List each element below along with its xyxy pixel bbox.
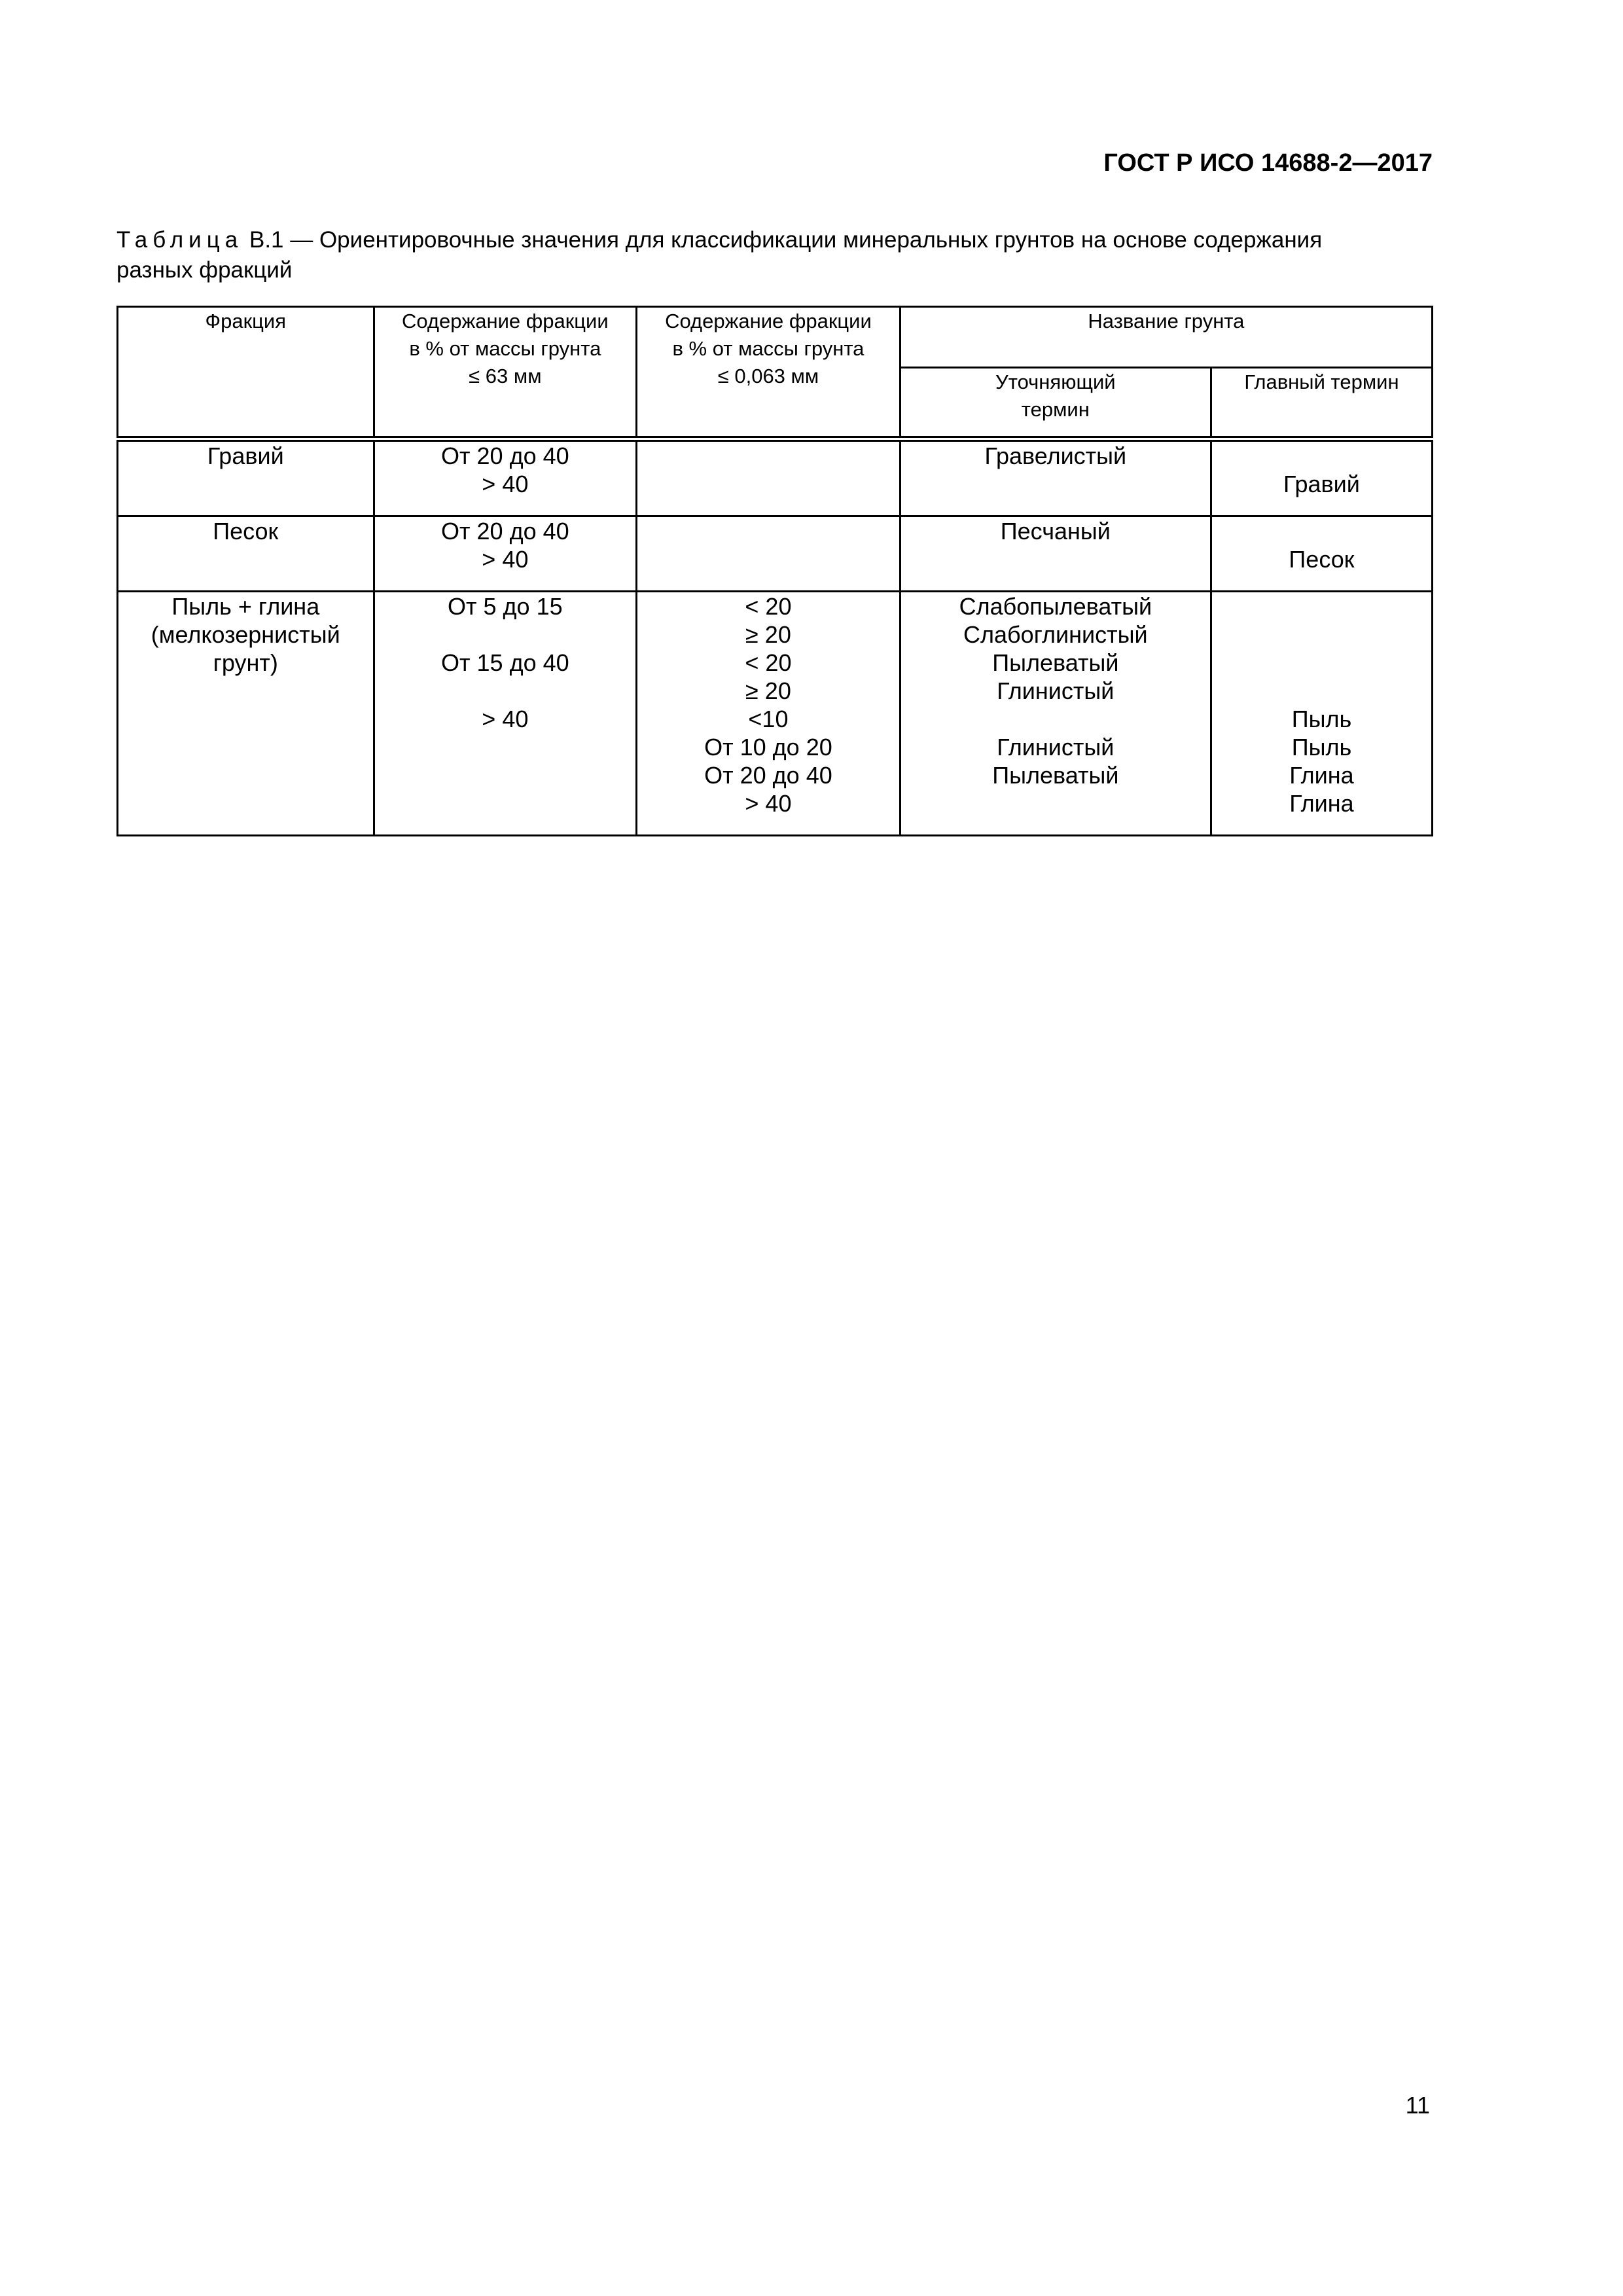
cell-clarifying-term: Слабопылеватый Слабоглинистый Пылеватый Глинистый Глинистый Пылеватый [900,592,1211,836]
cell-fraction: Пыль + глина (мелкозернистый грунт) [118,592,374,836]
header-content-63: Содержание фракции в % от массы грунта ≤ 63 мм [374,307,637,439]
cell-main-term: Песок [1211,516,1432,592]
table-row [118,439,1433,516]
table-row [118,592,1433,836]
table-row [118,516,1433,592]
cell-fraction: Песок [118,516,374,592]
cell-content-63: От 5 до 15 От 15 до 40 > 40 [374,592,637,836]
header-clarifying-term: Уточняющий термин [900,368,1211,439]
header-content-0063: Содержание фракции в % от массы грунта ≤ 0,063 мм [637,307,901,439]
cell-content-63: От 20 до 40 > 40 [374,516,637,592]
document-number: ГОСТ Р ИСО 14688-2—2017 [1103,149,1433,177]
cell-clarifying-term: Гравелистый [900,439,1211,516]
cell-content-0063 [637,439,901,516]
caption-text-2: разных фракций [116,257,293,283]
soil-classification-table [116,306,1433,836]
page-number: 11 [1405,2092,1430,2119]
cell-content-0063 [637,516,901,592]
cell-content-0063: < 20 ≥ 20 < 20 ≥ 20 <10 От 10 до 20 От 20 до 40 > 40 [637,592,901,836]
header-fraction: Фракция [118,307,374,439]
cell-main-term: Пыль Пыль Глина Глина [1211,592,1432,836]
header-main-term: Главный термин [1211,368,1432,439]
cell-main-term: Гравий [1211,439,1432,516]
cell-clarifying-term: Песчаный [900,516,1211,592]
header-soil-name: Название грунта [900,307,1432,368]
caption-lead: Таблица [116,227,243,253]
table-caption [116,225,1433,285]
caption-text: В.1 — Ориентировочные значения для классификации минеральных грунтов на основе содержания [249,227,1323,253]
header-row-1 [118,307,1433,368]
cell-content-63: От 20 до 40 > 40 [374,439,637,516]
cell-fraction: Гравий [118,439,374,516]
